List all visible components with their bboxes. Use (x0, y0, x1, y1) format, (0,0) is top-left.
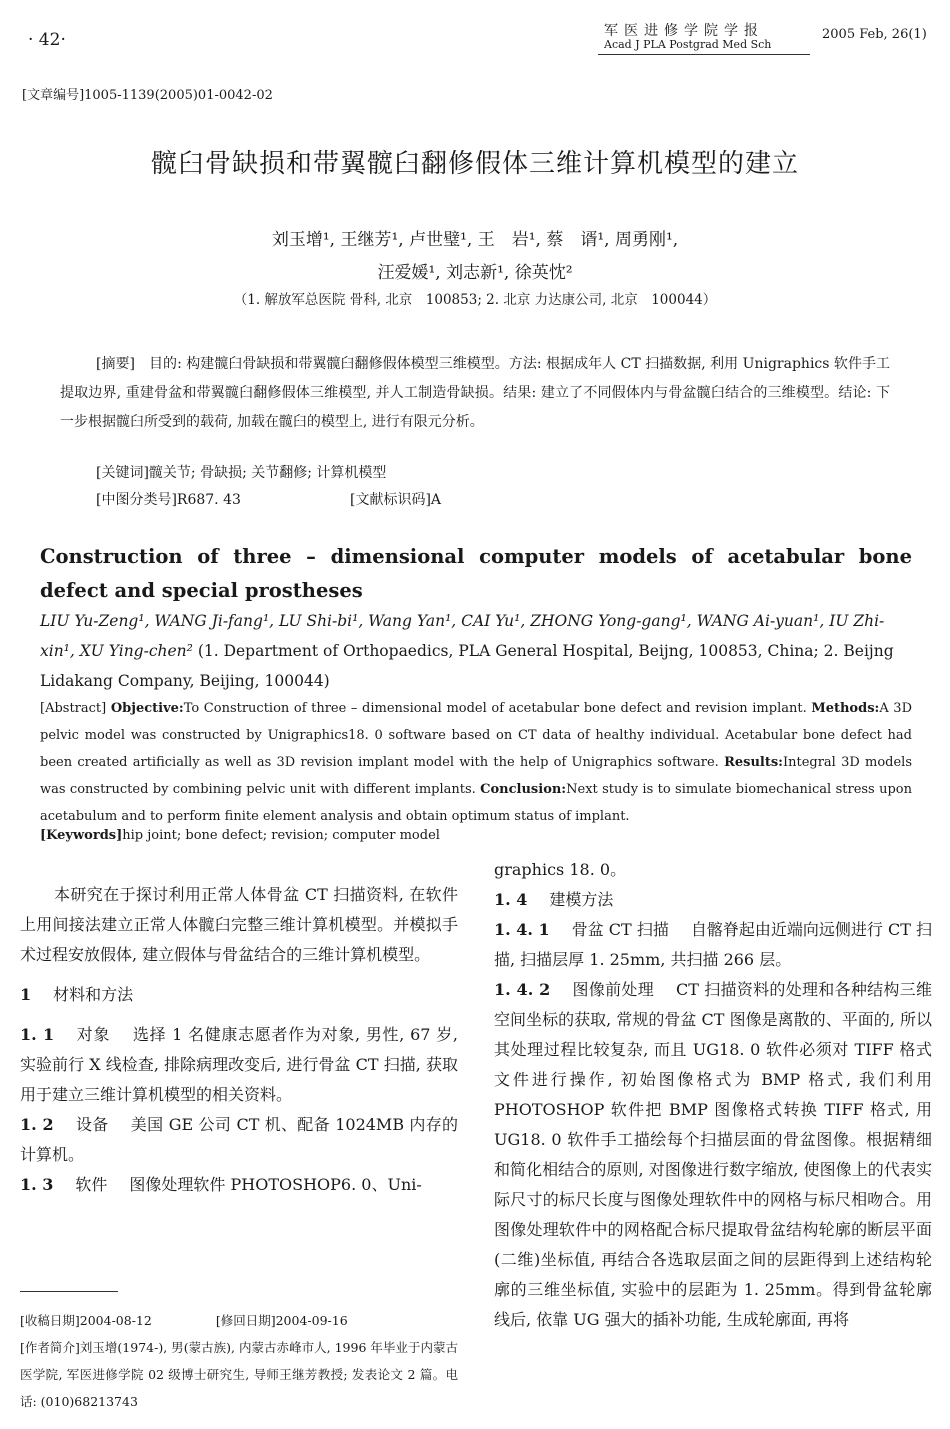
authors-cn-line1: 刘玉增¹, 王继芳¹, 卢世璧¹, 王 岩¹, 蔡 谞¹, 周勇刚¹, (271, 230, 679, 250)
section-1-4-title: 建模方法 (549, 890, 614, 909)
objective-label: Objective: (110, 701, 184, 716)
footnotes (20, 1307, 458, 1415)
journal-title-en: Acad J PLA Postgrad Med Sch (604, 38, 772, 51)
section-1-3-number: 1. 3 (20, 1175, 54, 1194)
author-bio (20, 1334, 458, 1415)
revised-date: [修回日期]2004-09-16 (215, 1313, 348, 1328)
body-left-column (20, 880, 458, 1200)
keywords-cn: [关键词]髋关节; 骨缺损; 关节翻修; 计算机模型 (96, 465, 387, 481)
footnote-dates (20, 1307, 458, 1334)
received-date: [收稿日期]2004-08-12 (20, 1313, 152, 1328)
section-1-4-2 (494, 975, 932, 1335)
methods-label: Methods: (811, 701, 880, 716)
conclusion-label: Conclusion: (480, 782, 567, 797)
section-1-4-1 (494, 915, 932, 975)
title-cn: 髋臼骨缺损和带翼髋臼翻修假体三维计算机模型的建立 (150, 149, 799, 179)
authors-cn-line2: 汪爱媛¹, 刘志新¹, 徐英忱² (377, 263, 573, 283)
author-bio-text: [作者简介]刘玉增(1974-), 男(蒙古族), 内蒙古赤峰市人, 1996 年毕业于内蒙古医学院, 军医进修学院 02 级博士研究生, 导师王继芳教授; 发表论文 2 篇。电话: (010)68213743 (20, 1340, 458, 1409)
section-1-number: 1 (20, 985, 32, 1004)
affiliation-cn: （1. 解放军总医院 骨科, 北京 100853; 2. 北京 力达康公司, 北京 100044） (233, 292, 717, 308)
section-1-4-1-title: 骨盆 CT 扫描 (571, 920, 669, 939)
classification-number: [中图分类号]R687. 43 (96, 492, 241, 508)
footnote-rule (20, 1291, 118, 1292)
results-label: Results: (724, 755, 783, 770)
section-1-4-number: 1. 4 (494, 890, 528, 909)
page-number: · 42· (28, 30, 66, 50)
section-1-2-number: 1. 2 (20, 1115, 54, 1134)
section-1-2-title: 设备 (75, 1115, 109, 1134)
authors-en-affiliation: (1. Department of Orthopaedics, PLA General Hospital, Beijng, 100853, China; 2. Beijng Lidakang Company, Beijing, 100044) (40, 642, 894, 690)
authors-en-names: LIU Yu-Zeng¹, WANG Ji-fang¹, LU Shi-bi¹, Wang Yan¹, CAI Yu¹, ZHONG Yong-gang¹, WANG Ai-yuan¹, IU Zhi-xin¹, XU Ying-chen² (40, 612, 885, 660)
article-number: [文章编号]1005-1139(2005)01-0042-02 (22, 88, 273, 103)
journal-issue: 2005 Feb, 26(1) (822, 27, 927, 42)
conclusion-text: Next study is to simulate biomechanical stress upon acetabulum and to perform finite element analysis and obtain optimum status of implant. (40, 782, 912, 824)
keywords-en-label: [Keywords] (40, 828, 123, 843)
section-1-4-2-text: CT 扫描资料的处理和各种结构三维空间坐标的获取, 常规的骨盆 CT 图像是离散的、平面的, 所以其处理过程比较复杂, 而且 UG18. 0 软件必须对 TIFF 格式文件进行操作, 初始图像格式为 BMP 格式, 我们利用 PHOTOSHOP 软件把 BMP 图像格式转换 TIFF 格式, 用 UG18. 0 软件手工描绘每个扫描层面的骨盆图像。根据精细和简化相结合的原则, 对图像进行数字缩放, 使图像上的代表实际尺寸的标尺长度与图像处理软件中的网格与标尺相吻合。用图像处理软件中的网格配合标尺提取骨盆结构轮廓的断层平面(二维)坐标值, 再结合各选取层面之间的层距得到上述结构轮廓的三维坐标值, 实验中的层距为 1. 25mm。得到骨盆轮廓线后, 依靠 UG 强大的插补功能, 生成轮廓面, 再将 (494, 980, 932, 1329)
section-1-2 (20, 1110, 458, 1170)
continued-text: graphics 18. 0。 (494, 860, 627, 879)
section-1-1-number: 1. 1 (20, 1025, 55, 1044)
title-en: Construction of three – dimensional computer models of acetabular bone defect and special prostheses (40, 545, 912, 602)
section-1-4-2-number: 1. 4. 2 (494, 980, 551, 999)
section-1-2-text: 美国 GE 公司 CT 机、配备 1024MB 内存的计算机。 (20, 1115, 458, 1164)
document-code: [文献标识码]A (350, 492, 442, 508)
section-1-3 (20, 1170, 458, 1200)
abstract-en (40, 695, 912, 830)
section-1-1-text: 选择 1 名健康志愿者作为对象, 男性, 67 岁, 实验前行 X 线检查, 排除病理改变后, 进行骨盆 CT 扫描, 获取用于建立三维计算机模型的相关资料。 (20, 1025, 458, 1104)
keywords-en (40, 828, 440, 843)
body-right-column (494, 855, 932, 1335)
section-1-4-1-text: 自髂脊起由近端向远侧进行 CT 扫描, 扫描层厚 1. 25mm, 共扫描 266 层。 (494, 920, 932, 969)
header-rule (598, 54, 810, 55)
section-1-heading (20, 980, 458, 1010)
journal-title-cn: 军医进修学院学报 (604, 23, 764, 39)
section-1-1 (20, 1020, 458, 1110)
results-text: Integral 3D models was constructed by combining pelvic unit with different implants. (40, 755, 913, 797)
section-1-title: 材料和方法 (53, 985, 134, 1004)
section-1-3-title: 软件 (75, 1175, 108, 1194)
abstract-cn: [摘要] 目的: 构建髋臼骨缺损和带翼髋臼翻修假体模型三维模型。方法: 根据成年人 CT 扫描数据, 利用 Unigraphics 软件手工提取边界, 重建骨盆和带翼髋臼翻修假体三维模型, 并人工制造骨缺损。结果: 建立了不同假体内与骨盆髋臼结合的三维模型。结论: 下一步根据髋臼所受到的载荷, 加载在髋臼的模型上, 进行有限元分析。 (60, 356, 890, 430)
section-1-4-1-number: 1. 4. 1 (494, 920, 550, 939)
keywords-en-text: hip joint; bone defect; revision; computer model (122, 828, 440, 843)
abstract-label: [Abstract] (40, 701, 107, 716)
intro-paragraph: 本研究在于探讨利用正常人体骨盆 CT 扫描资料, 在软件上用间接法建立正常人体髋臼完整三维计算机模型。并模拟手术过程安放假体, 建立假体与骨盆结合的三维计算机模型。 (20, 885, 458, 964)
methods-text: A 3D pelvic model was constructed by Unigraphics18. 0 software based on CT data of healthy individual. Acetabular bone defect had been created artificially as well as 3D revision implant model with the help of Unigraphics software. (40, 701, 912, 770)
section-1-1-title: 对象 (76, 1025, 111, 1044)
objective-text: To Construction of three – dimensional model of acetabular bone defect and revision implant. (183, 701, 807, 716)
section-1-4 (494, 885, 932, 915)
section-1-3-text: 图像处理软件 PHOTOSHOP6. 0、Uni- (129, 1175, 422, 1194)
section-1-4-2-title: 图像前处理 (572, 980, 654, 999)
authors-en (40, 606, 912, 696)
